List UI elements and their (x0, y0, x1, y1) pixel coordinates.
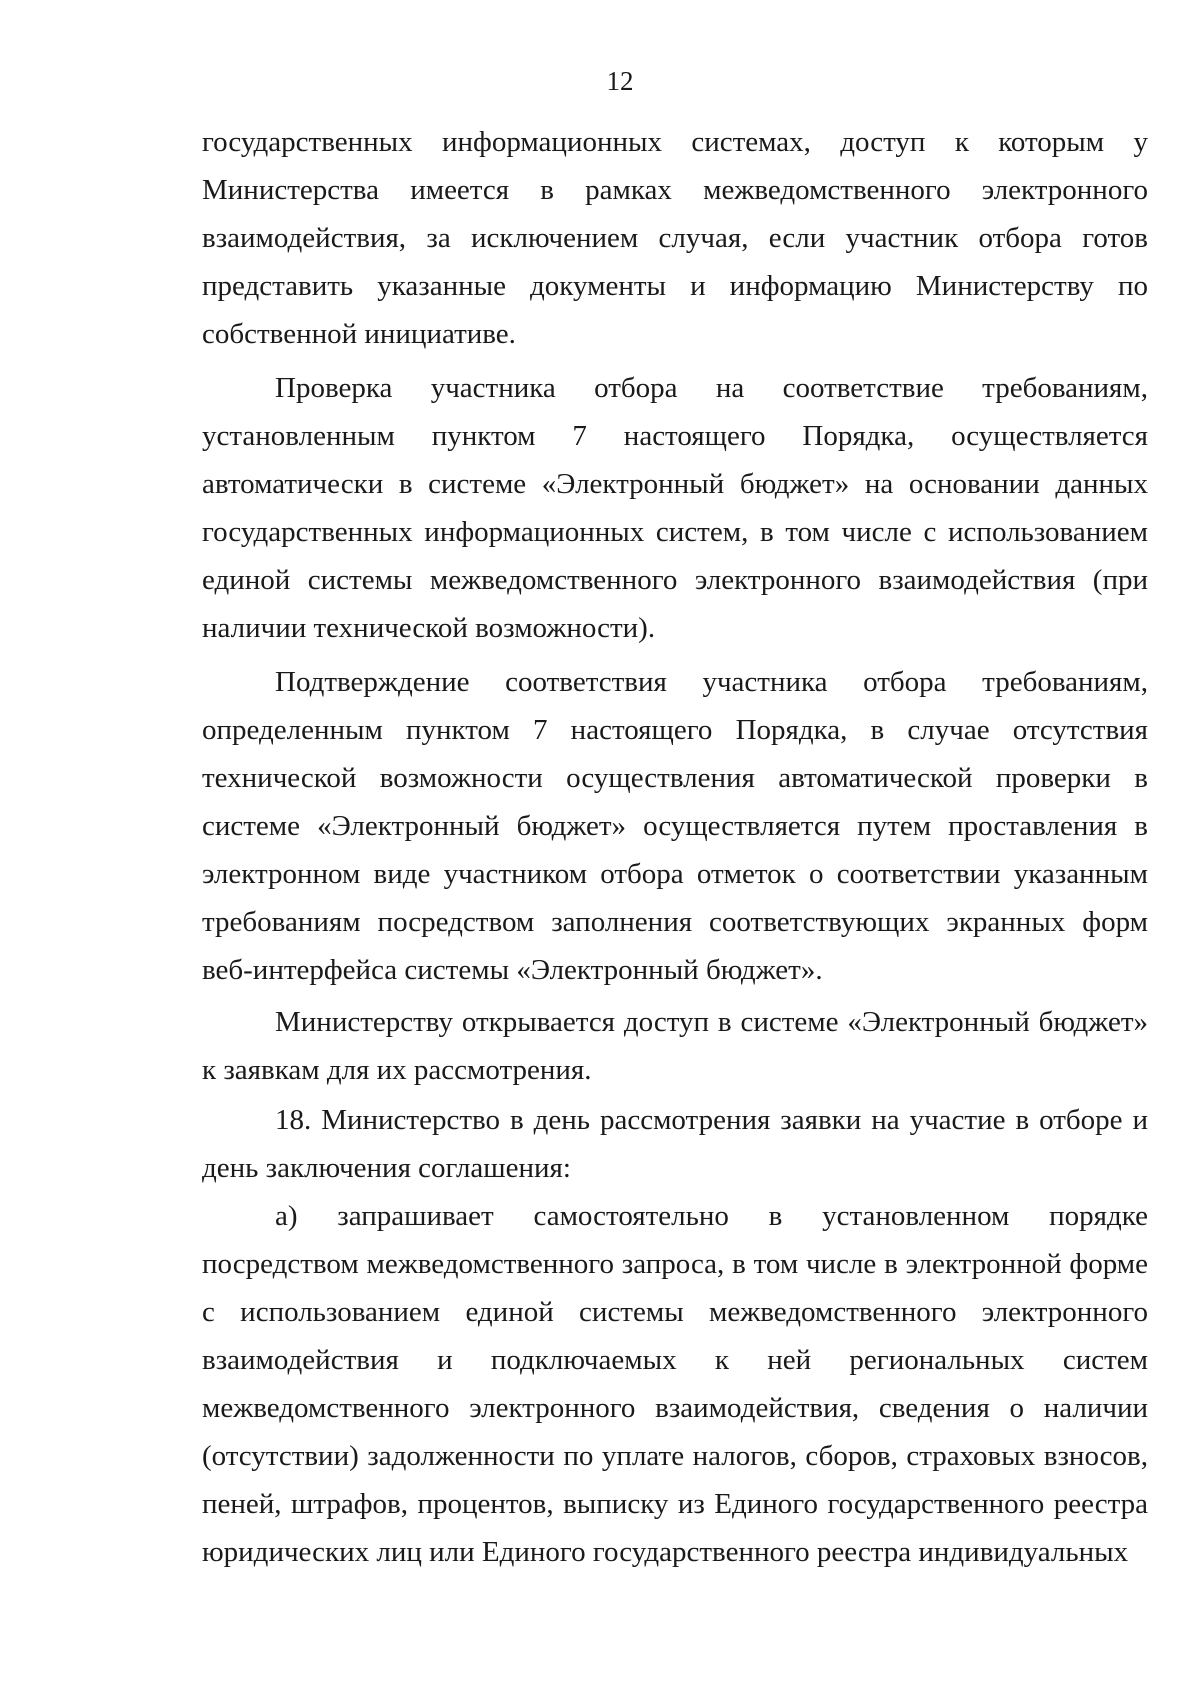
paragraph-subitem-a (202, 1192, 1148, 1576)
paragraph-access (202, 998, 1148, 1094)
paragraph-text: Министерству открывается доступ в системе «Электронный бюджет» к заявкам для их рассмотрения. (202, 1006, 1148, 1086)
paragraph-verification (202, 364, 1148, 652)
paragraph-confirmation (202, 658, 1148, 994)
paragraph-item-18 (202, 1096, 1148, 1192)
page-number: 12 (606, 66, 634, 96)
paragraph-text: Подтверждение соответствия участника отбора требованиям, определенным пунктом 7 настоящего Порядка, в случае отсутствия технической возможности осуществления автоматической проверки в системе «Электронный бюджет» осуществляется путем проставления в электронном виде участником отбора отметок о соответствии указанным требованиям посредством заполнения соответствующих экранных форм веб-интерфейса системы «Электронный бюджет». (202, 666, 1148, 986)
paragraph-text: Проверка участника отбора на соответствие требованиям, установленным пунктом 7 настоящего Порядка, осуществляется автоматически в системе «Электронный бюджет» на основании данных государственных информационных систем, в том числе с использованием единой системы межведомственного электронного взаимодействия (при наличии технической возможности). (202, 372, 1148, 644)
paragraph-text: а) запрашивает самостоятельно в установленном порядке посредством межведомственного запроса, в том числе в электронной форме с использованием единой системы межведомственного электронного взаимодействия и подключаемых к ней региональных систем межведомственного электронного взаимодействия, сведения о наличии (отсутствии) задолженности по уплате налогов, сборов, страховых взносов, пеней, штрафов, процентов, выписку из Единого государственного реестра юридических лиц или Единого государственного реестра индивидуальных (202, 1200, 1148, 1568)
paragraph-text: государственных информационных системах, доступ к которым у Министерства имеется в рамках межведомственного электронного взаимодействия, за исключением случая, если участник отбора готов представить указанные документы и информацию Министерству по собственной инициативе. (202, 126, 1148, 350)
paragraph-text: 18. Министерство в день рассмотрения заявки на участие в отборе и день заключения соглашения: (202, 1104, 1148, 1184)
paragraph-continuation (202, 118, 1148, 358)
